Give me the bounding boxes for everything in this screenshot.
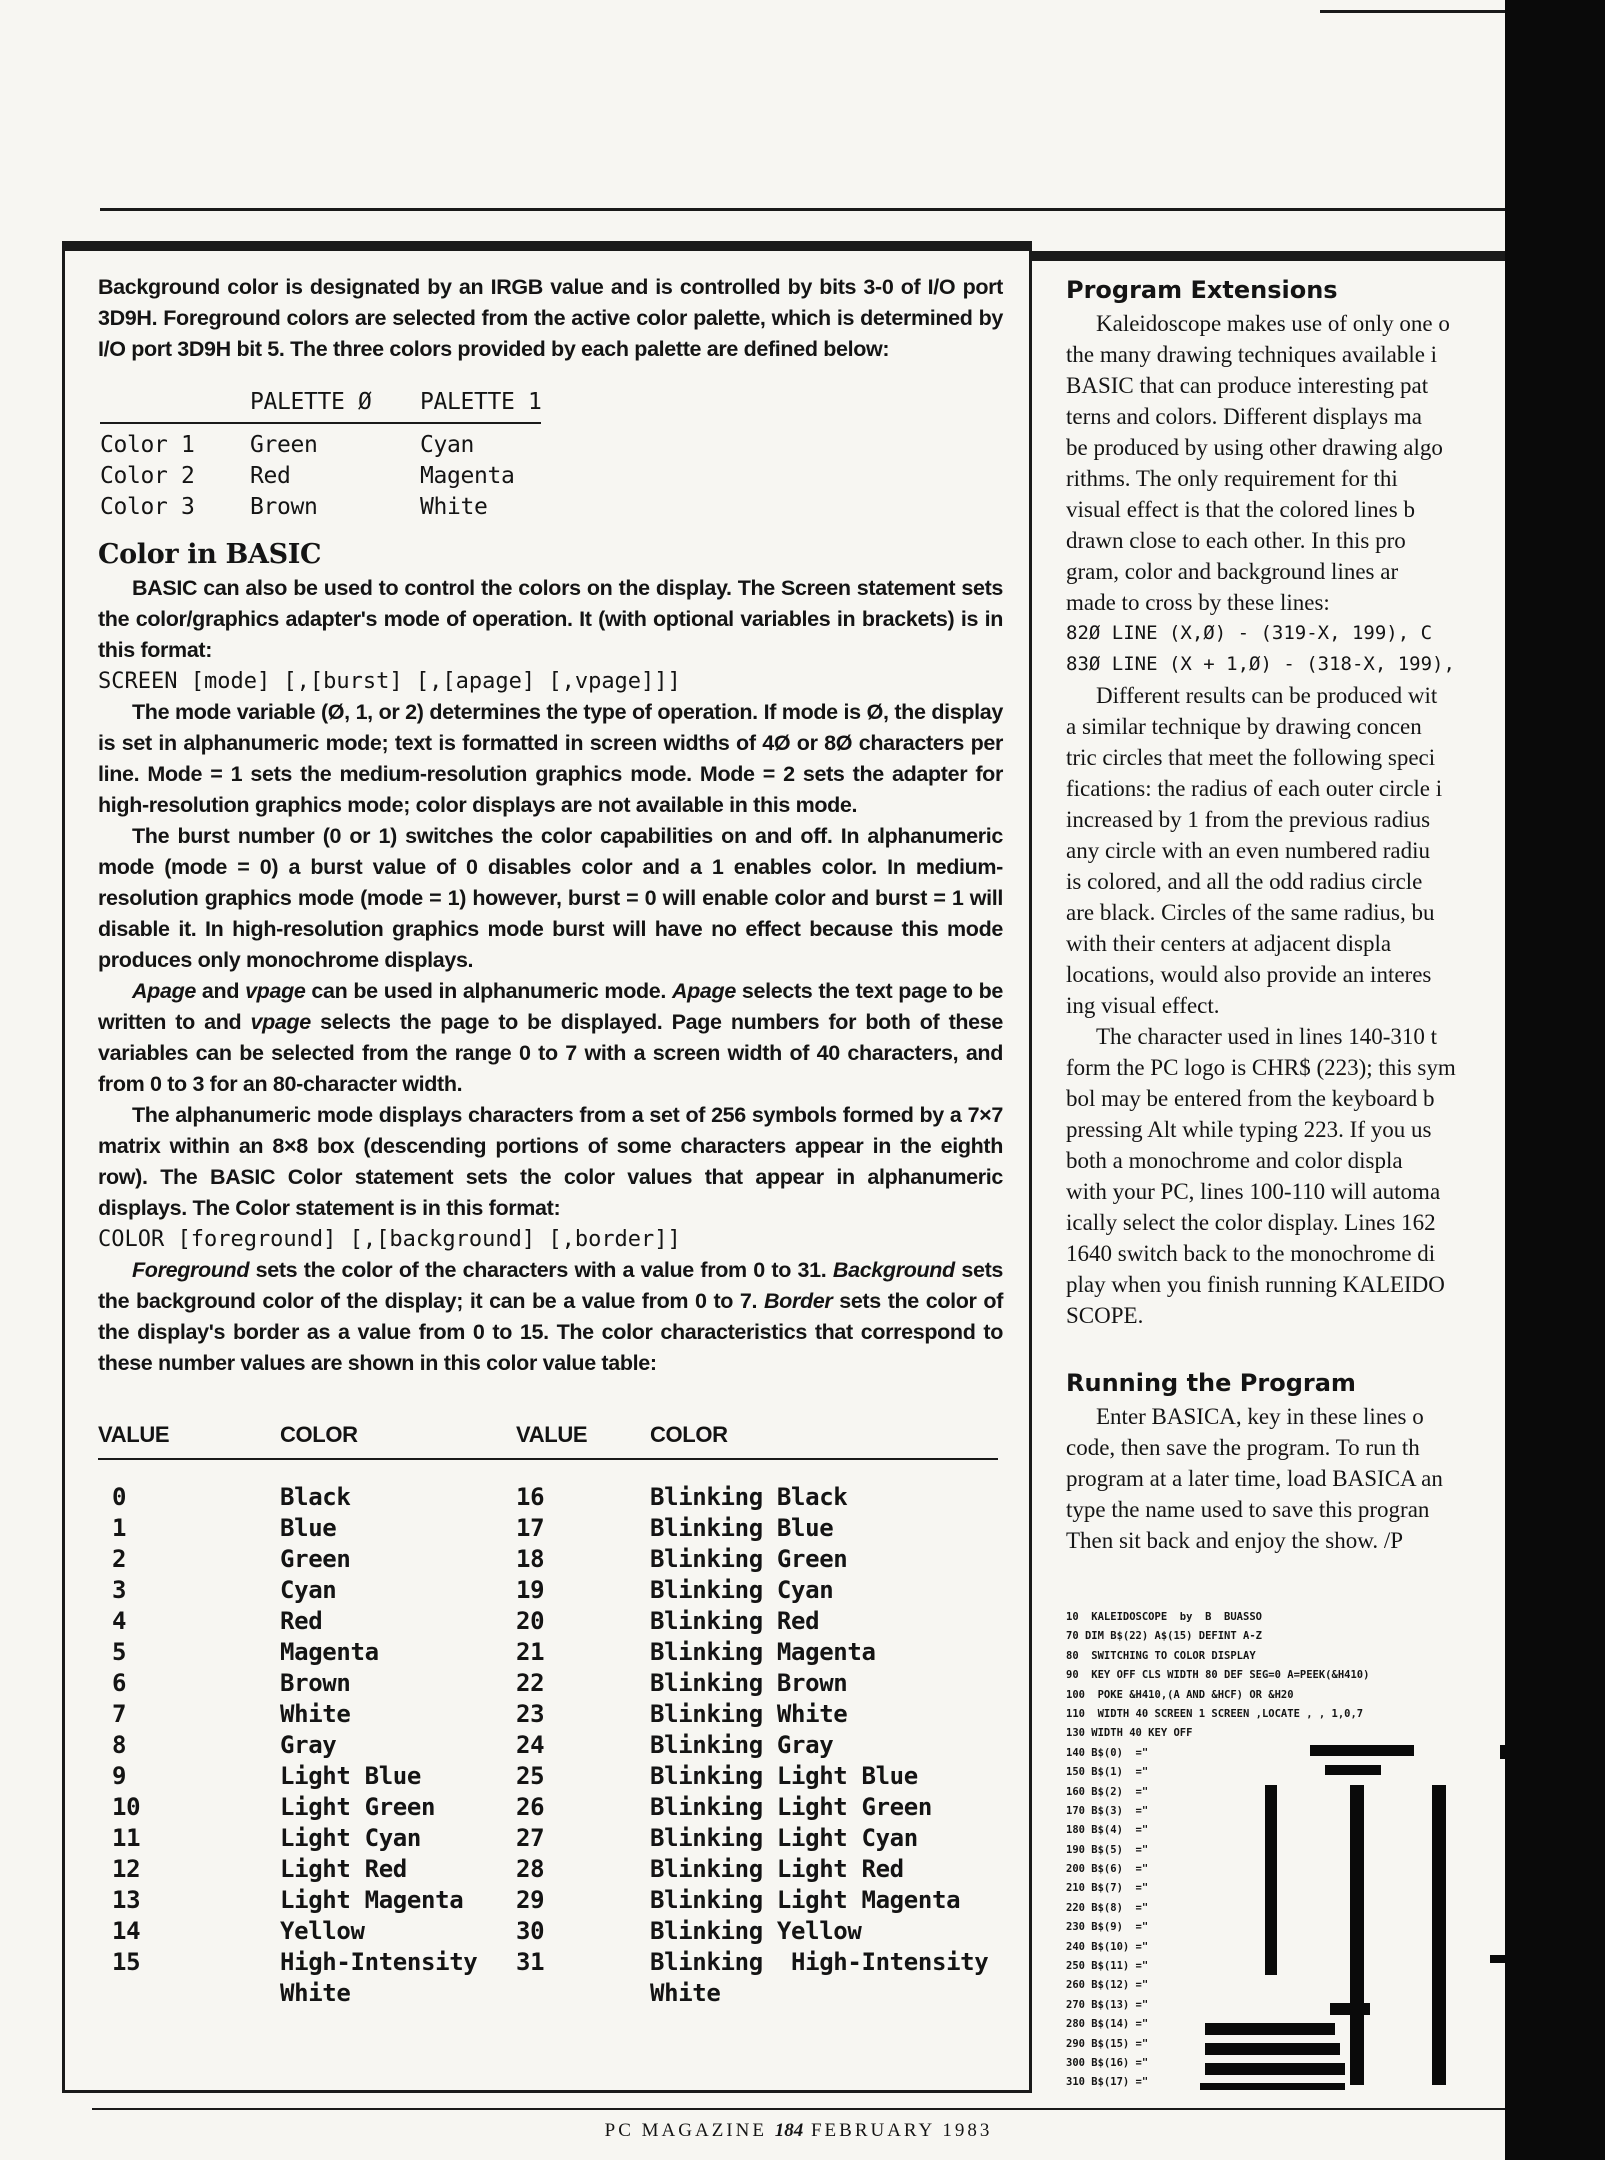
- color-value-row: [98, 1978, 998, 2009]
- color-value-cell: Blinking White: [650, 1700, 848, 1728]
- text-line: type the name used to save this progran: [1066, 1497, 1430, 1522]
- color-value-cell: Blinking Black: [650, 1483, 848, 1511]
- color-value-cell: Blinking Blue: [650, 1514, 834, 1542]
- color-value-row: [98, 1606, 998, 1637]
- basic-paragraph-1: BASIC can also be used to control the colors on the display. The Screen statement sets the color/graphics adapter's mode of operation. It (with optional variables in brackets) is in this format:: [98, 576, 1003, 662]
- palette-cell: Magenta: [420, 463, 515, 489]
- color-value-cell: Blinking Light Cyan: [650, 1824, 918, 1852]
- p6-text-2: sets the background color of the display; it can be a value from 0 to 7.: [98, 1258, 1003, 1313]
- color-value-cell: Blinking High-Intensity: [650, 1948, 989, 1976]
- p6-text-1: sets the color of the characters with a value from 0 to 31.: [249, 1258, 833, 1282]
- code-line: 70 DIM B$(22) A$(15) DEFINT A-Z: [1066, 1630, 1262, 1643]
- color-value-cell: Red: [280, 1607, 323, 1635]
- code-line: 150 B$(1) =": [1066, 1766, 1149, 1779]
- color-value-cell: Blinking Gray: [650, 1731, 834, 1759]
- color-value-cell: 31: [516, 1948, 545, 1976]
- text-line: 1640 switch back to the monochrome di: [1066, 1241, 1436, 1266]
- color-value-cell: Magenta: [280, 1638, 379, 1666]
- palette-cell: Color 3: [100, 494, 195, 520]
- text-line: made to cross by these lines:: [1066, 590, 1330, 615]
- color-value-cell: 14: [112, 1917, 141, 1945]
- text-line: ically select the color display. Lines 162: [1066, 1210, 1436, 1235]
- color-value-cell: Light Green: [280, 1793, 436, 1821]
- palette-cell: Brown: [250, 494, 318, 520]
- text-line: 83Ø LINE (X + 1,Ø) - (318-X, 199),: [1066, 653, 1455, 675]
- color-value-cell: Blinking Light Green: [650, 1793, 932, 1821]
- text-line: any circle with an even numbered radiu: [1066, 838, 1431, 863]
- code-line: 200 B$(6) =": [1066, 1863, 1149, 1876]
- palette-cell: Red: [250, 463, 291, 489]
- program-extensions-heading: Program Extensions: [1066, 276, 1338, 304]
- left-column: [98, 272, 1003, 2009]
- color-value-cell: 3: [112, 1576, 127, 1604]
- color-in-basic-heading: Color in BASIC: [98, 539, 322, 570]
- color-value-cell: Brown: [280, 1669, 351, 1697]
- code-line: 280 B$(14) =": [1066, 2018, 1149, 2031]
- color-value-cell: 2: [112, 1545, 127, 1573]
- color-value-cell: 17: [516, 1514, 545, 1542]
- p4-text-2: can be used in alphanumeric mode.: [305, 979, 672, 1003]
- text-line: 82Ø LINE (X,Ø) - (319-X, 199), C: [1066, 622, 1433, 644]
- code-line: 90 KEY OFF CLS WIDTH 80 DEF SEG=0 A=PEEK(&H410): [1066, 1669, 1370, 1682]
- code-line: 240 B$(10) =": [1066, 1940, 1149, 1953]
- color-value-cell: [98, 1978, 280, 2009]
- color-value-cell: Blinking Green: [650, 1545, 848, 1573]
- palette-body: [100, 423, 541, 523]
- color-value-cell: 12: [112, 1855, 141, 1883]
- text-line: the many drawing techniques available i: [1066, 342, 1438, 367]
- color-value-cell: Blinking Brown: [650, 1669, 848, 1697]
- code-line: 160 B$(2) =": [1066, 1785, 1149, 1798]
- color-value-cell: Green: [280, 1545, 351, 1573]
- text-line: Enter BASICA, key in these lines o: [1096, 1404, 1424, 1429]
- color-value-row: [98, 1823, 998, 1854]
- color-value-cell: High-Intensity: [280, 1948, 478, 1976]
- text-line: bol may be entered from the keyboard b: [1066, 1086, 1435, 1111]
- code-line: 10 KALEIDOSCOPE by B BUASSO: [1066, 1611, 1262, 1623]
- color-value-cell: Gray: [280, 1731, 337, 1759]
- color-value-cell: 29: [516, 1886, 545, 1914]
- palette-row: [100, 492, 541, 523]
- color-value-cell: 1: [112, 1514, 127, 1542]
- palette-table: [100, 387, 541, 523]
- color-value-cell: Black: [280, 1483, 351, 1511]
- code-line: 80 SWITCHING TO COLOR DISPLAY: [1066, 1649, 1256, 1662]
- text-line: fications: the radius of each outer circle i: [1066, 776, 1443, 801]
- code-line: 100 POKE &H410,(A AND &HCF) OR &H20: [1066, 1688, 1294, 1701]
- text-line: are black. Circles of the same radius, bu: [1066, 900, 1435, 925]
- running-program-heading: Running the Program: [1066, 1369, 1356, 1397]
- header-color-2: COLOR: [650, 1419, 998, 1459]
- color-value-cell: 24: [516, 1731, 545, 1759]
- color-value-cell: 11: [112, 1824, 141, 1852]
- running-program-text: [1066, 1401, 1505, 1556]
- color-value-row: [98, 1513, 998, 1544]
- text-line: both a monochrome and color displa: [1066, 1148, 1403, 1173]
- term-foreground: Foreground: [132, 1258, 250, 1282]
- color-value-header-row: [98, 1419, 998, 1459]
- color-value-row: [98, 1792, 998, 1823]
- code-line: 220 B$(8) =": [1066, 1901, 1149, 1914]
- code-line: 170 B$(3) =": [1066, 1804, 1149, 1817]
- page-edge-shadow: [1505, 0, 1605, 2160]
- code-line: 110 WIDTH 40 SCREEN 1 SCREEN ,LOCATE , , 1,0,7: [1066, 1707, 1364, 1720]
- text-line: with your PC, lines 100-110 will automa: [1066, 1179, 1441, 1204]
- right-column: [1066, 272, 1505, 1562]
- color-value-cell: 28: [516, 1855, 545, 1883]
- color-value-row: [98, 1916, 998, 1947]
- color-value-cell: Yellow: [280, 1917, 365, 1945]
- color-value-cell: 27: [516, 1824, 545, 1852]
- text-line: Kaleidoscope makes use of only one o: [1096, 311, 1450, 336]
- color-value-row: [98, 1947, 998, 1978]
- color-value-cell: 15: [112, 1948, 141, 1976]
- code-line: 130 WIDTH 40 KEY OFF: [1066, 1727, 1193, 1740]
- palette-header-0: PALETTE Ø: [250, 387, 420, 423]
- text-line: increased by 1 from the previous radius: [1066, 807, 1431, 832]
- footer-page-number: 184: [774, 2120, 804, 2141]
- palette-cell: White: [420, 494, 488, 520]
- text-line: code, then save the program. To run th: [1066, 1435, 1420, 1460]
- text-line: ing visual effect.: [1066, 993, 1220, 1018]
- text-line: Then sit back and enjoy the show. /P: [1066, 1528, 1404, 1553]
- term-border: Border: [763, 1289, 833, 1313]
- palette-row: [100, 461, 541, 492]
- p4-text-3: selects the text page to be written to and: [98, 979, 1003, 1034]
- color-value-cell: 25: [516, 1762, 545, 1790]
- text-line: The character used in lines 140-310 t: [1096, 1024, 1438, 1049]
- color-value-row: [98, 1575, 998, 1606]
- color-value-cell: 19: [516, 1576, 545, 1604]
- screen-syntax: SCREEN [mode] [,[burst] [,[apage] [,vpage]]]: [98, 669, 681, 694]
- color-value-row: [98, 1459, 998, 1513]
- program-extensions-text: [1066, 308, 1505, 1331]
- basic-paragraph-2: The mode variable (Ø, 1, or 2) determines the type of operation. If mode is Ø, the display is set in alphanumeric mode; text is formatted in screen widths of 4Ø or 8Ø characters per line. Mode = 1 sets the medium-resolution graphics mode. Mode = 2 sets the adapter for high-resolution graphics mode; color displays are not available in this mode.: [98, 700, 1003, 817]
- color-value-row: [98, 1668, 998, 1699]
- code-line: 250 B$(11) =": [1066, 1960, 1149, 1973]
- color-value-row: [98, 1637, 998, 1668]
- top-right-rule: [1320, 10, 1510, 13]
- term-apage-2: Apage: [671, 979, 736, 1003]
- color-value-cell: White: [280, 1700, 351, 1728]
- text-line: rithms. The only requirement for thi: [1066, 466, 1398, 491]
- text-line: be produced by using other drawing algo: [1066, 435, 1443, 460]
- color-value-cell: White: [650, 1979, 721, 2007]
- footer-date: FEBRUARY 1983: [803, 2120, 993, 2141]
- text-line: form the PC logo is CHR$ (223); this sym: [1066, 1055, 1456, 1080]
- header-value-2: VALUE: [516, 1419, 650, 1459]
- header-color-1: COLOR: [280, 1419, 516, 1459]
- color-value-cell: 6: [112, 1669, 127, 1697]
- palette-row: [100, 423, 541, 461]
- text-line: SCOPE.: [1066, 1303, 1144, 1328]
- text-line: a similar technique by drawing concen: [1066, 714, 1422, 739]
- basic-paragraph-5: The alphanumeric mode displays characters from a set of 256 symbols formed by a 7×7 matrix within an 8×8 box (descending portions of some characters appear in the eighth row). The BASIC Color statement sets the color values that appear in alphanumeric displays. The Color statement is in this format:: [98, 1103, 1003, 1220]
- color-value-cell: Blinking Red: [650, 1607, 820, 1635]
- pc-logo-graphic: [1200, 1745, 1505, 2090]
- page-footer: [92, 2108, 1505, 2142]
- color-value-cell: Cyan: [280, 1576, 337, 1604]
- code-line: 310 B$(17) =": [1066, 2076, 1149, 2088]
- color-value-cell: Blue: [280, 1514, 337, 1542]
- color-value-row: [98, 1544, 998, 1575]
- palette-cell: Color 2: [100, 463, 195, 489]
- basic-paragraph-3: The burst number (0 or 1) switches the color capabilities on and off. In alphanumeric mode (mode = 0) a burst value of 0 disables color and a 1 enables color. In medium-resolution graphics mode (mode = 1) however, burst = 0 will enable color and burst = 1 will disable it. In high-resolution graphics mode burst will have no effect because this mode produces only monochrome displays.: [98, 824, 1003, 972]
- color-value-cell: Blinking Light Magenta: [650, 1886, 961, 1914]
- text-line: program at a later time, load BASICA an: [1066, 1466, 1443, 1491]
- code-line: 210 B$(7) =": [1066, 1882, 1149, 1895]
- color-value-cell: 9: [112, 1762, 127, 1790]
- header-value-1: VALUE: [98, 1419, 280, 1459]
- color-value-cell: Light Magenta: [280, 1886, 464, 1914]
- text-line: drawn close to each other. In this pro: [1066, 528, 1406, 553]
- basic-paragraph-4: [98, 976, 1003, 1100]
- text-line: Different results can be produced wit: [1096, 683, 1438, 708]
- color-value-cell: 23: [516, 1700, 545, 1728]
- code-line: 260 B$(12) =": [1066, 1979, 1149, 1992]
- text-line: locations, would also provide an interes: [1066, 962, 1432, 987]
- color-value-cell: 8: [112, 1731, 127, 1759]
- color-value-row: [98, 1761, 998, 1792]
- color-value-cell: 0: [112, 1483, 127, 1511]
- p4-text-4: selects the page to be displayed. Page numbers for both of these variables can be selected from the range 0 to 7 with a screen width of 40 characters, and from 0 to 3 for an 80-character width.: [98, 1010, 1003, 1096]
- code-line: 190 B$(5) =": [1066, 1843, 1149, 1856]
- code-line: 300 B$(16) =": [1066, 2056, 1149, 2069]
- color-value-cell: Blinking Light Blue: [650, 1762, 918, 1790]
- color-value-cell: Light Blue: [280, 1762, 421, 1790]
- color-value-cell: Light Red: [280, 1855, 407, 1883]
- p6-text-3: sets the color of the display's border as a value from 0 to 15. The color characteristics that correspond to these number values are shown in this color value table:: [98, 1289, 1004, 1375]
- text-line: is colored, and all the odd radius circle: [1066, 869, 1423, 894]
- term-vpage-2: vpage: [250, 1010, 311, 1034]
- text-line: terns and colors. Different displays ma: [1066, 404, 1422, 429]
- footer-magazine: PC MAGAZINE: [604, 2120, 775, 2141]
- color-value-row: [98, 1854, 998, 1885]
- color-value-cell: 16: [516, 1483, 545, 1511]
- text-line: play when you finish running KALEIDO: [1066, 1272, 1445, 1297]
- color-value-cell: White: [280, 1979, 351, 2007]
- color-value-cell: 30: [516, 1917, 545, 1945]
- top-rule: [100, 208, 1505, 211]
- color-value-cell: Blinking Light Red: [650, 1855, 904, 1883]
- color-value-cell: 20: [516, 1607, 545, 1635]
- basic-paragraph-6: [98, 1255, 1003, 1379]
- palette-intro: Background color is designated by an IRGB value and is controlled by bits 3-0 of I/O port 3D9H. Foreground colors are selected from the active color palette, which is determined by I/O port 3D9H bit 5. The three colors provided by each palette are defined below:: [98, 275, 1003, 361]
- text-line: pressing Alt while typing 223. If you us: [1066, 1117, 1432, 1142]
- text-line: tric circles that meet the following speci: [1066, 745, 1436, 770]
- color-value-cell: 21: [516, 1638, 545, 1666]
- palette-header-blank: [100, 387, 250, 423]
- term-vpage: vpage: [245, 979, 306, 1003]
- palette-cell: Cyan: [420, 432, 474, 458]
- color-value-cell: 26: [516, 1793, 545, 1821]
- color-value-cell: 18: [516, 1545, 545, 1573]
- color-value-cell: 22: [516, 1669, 545, 1697]
- color-value-cell: Blinking Yellow: [650, 1917, 862, 1945]
- color-syntax: COLOR [foreground] [,[background] [,border]]: [98, 1227, 681, 1252]
- color-value-cell: 4: [112, 1607, 127, 1635]
- palette-header-1: PALETTE 1: [420, 387, 541, 423]
- p4-text-1: and: [195, 979, 246, 1003]
- color-value-cell: 13: [112, 1886, 141, 1914]
- color-value-cell: Blinking Magenta: [650, 1638, 876, 1666]
- color-value-cell: [516, 1978, 650, 2009]
- code-line: 270 B$(13) =": [1066, 1998, 1149, 2011]
- color-value-cell: Blinking Cyan: [650, 1576, 834, 1604]
- color-value-body: [98, 1459, 998, 2009]
- code-line: 290 B$(15) =": [1066, 2037, 1149, 2050]
- palette-cell: Green: [250, 432, 318, 458]
- code-line: 230 B$(9) =": [1066, 1921, 1149, 1934]
- code-line: 140 B$(0) =": [1066, 1746, 1149, 1759]
- color-value-row: [98, 1699, 998, 1730]
- term-background: Background: [832, 1258, 955, 1282]
- color-value-cell: 10: [112, 1793, 141, 1821]
- text-line: BASIC that can produce interesting pat: [1066, 373, 1429, 398]
- color-value-table: [98, 1419, 998, 2009]
- color-value-row: [98, 1730, 998, 1761]
- color-value-cell: 7: [112, 1700, 127, 1728]
- text-line: gram, color and background lines ar: [1066, 559, 1399, 584]
- color-value-cell: Light Cyan: [280, 1824, 421, 1852]
- text-line: visual effect is that the colored lines b: [1066, 497, 1415, 522]
- term-apage: Apage: [132, 979, 196, 1003]
- color-value-cell: 5: [112, 1638, 127, 1666]
- palette-cell: Color 1: [100, 432, 195, 458]
- color-value-row: [98, 1885, 998, 1916]
- code-line: 180 B$(4) =": [1066, 1824, 1149, 1837]
- palette-header-row: [100, 387, 541, 423]
- text-line: with their centers at adjacent displa: [1066, 931, 1392, 956]
- right-column-top-rule: [1032, 251, 1505, 261]
